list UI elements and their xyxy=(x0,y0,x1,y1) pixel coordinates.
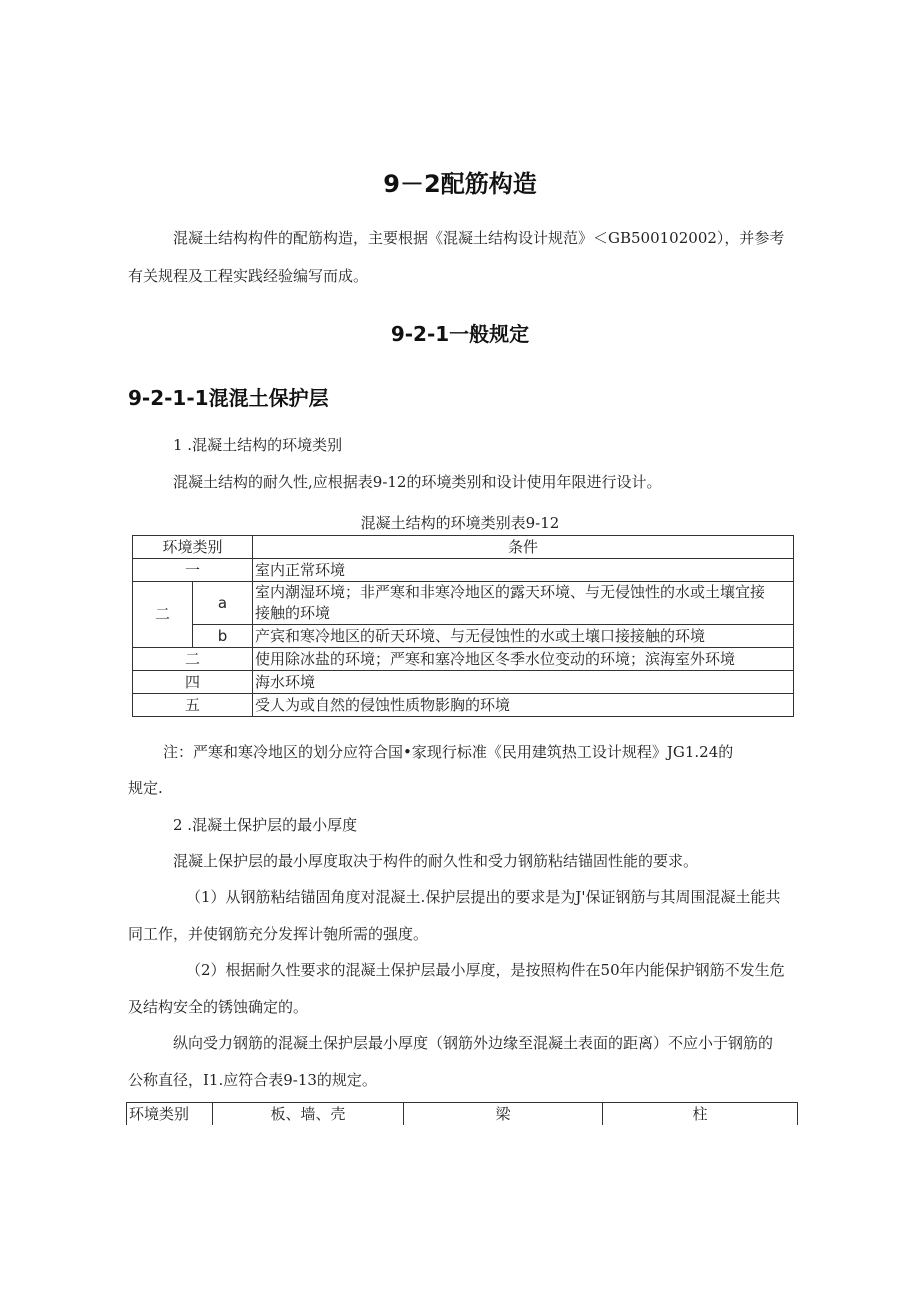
para3-line-2: 公称直径，I1.应符合表9-13的规定。 xyxy=(128,1071,377,1089)
table-cell: 使用除冰盐的环境；严寒和塞冷地区冬季水位变动的环境；滨海室外环境 xyxy=(253,648,794,671)
item1-text: 混凝土结构的耐久性,应根据表9-12的环境类别和设计使用年限进行设计。 xyxy=(173,473,662,491)
table-cell: 海水环境 xyxy=(253,671,794,694)
page-title: 9－2配筋构造 xyxy=(383,170,537,198)
table-cell: 产宾和寒冷地区的斫天环境、与无侵蚀性的水或土壤口接接触的环境 xyxy=(253,625,794,648)
intro-line-1: 混凝土结构构件的配筋构造，主要根据《混凝土结构设计规范》＜GB500102002），并参考 xyxy=(173,229,785,247)
para1-line-2: 同工作，并使钢筋充分发挥计匏所需的强度。 xyxy=(128,925,429,943)
table-cell: b xyxy=(193,625,253,648)
table-header-cell: 环境类别 xyxy=(127,1103,213,1126)
table-cell: 受人为或自然的侵蚀性质物影胸的环境 xyxy=(253,694,794,717)
para3-line-1: 纵向受力钢筋的混凝土保护层最小厚度（钢筋外边缘至混凝土表面的距离）不应小于钢筋的 xyxy=(173,1034,774,1052)
table-row xyxy=(133,648,794,671)
cell-line: 接触的环境 xyxy=(255,604,331,622)
subsection-title: 9-2-1-1混混土保护层 xyxy=(128,386,329,410)
table-header-cell: 梁 xyxy=(404,1103,603,1126)
table-header-cell: 环境类别 xyxy=(133,536,253,559)
table-cell: 二 xyxy=(133,648,253,671)
table-header-cell: 柱 xyxy=(603,1103,798,1126)
table-row xyxy=(133,582,794,625)
item1-heading: 1 .混凝土结构的环境类别 xyxy=(173,436,343,454)
table-cell: 室内正常环境 xyxy=(253,559,794,582)
table-row xyxy=(133,536,794,559)
table-cell: a xyxy=(193,582,253,625)
cell-line: 室内潮湿环境；非严寒和非寒冷地区的露天环境、与无侵蚀性的水或土壤宜接 xyxy=(255,583,766,601)
item2-text: 混凝上保护层的最小厚度取决于构件的耐久性和受力钢筋粘结锚固性能的要求。 xyxy=(173,852,699,870)
note-line-1: 注：严寒和寒冷地区的划分应符合国•家现行标准《民用建筑热工设计规程》JG1.24的 xyxy=(163,743,734,761)
table-cell: 四 xyxy=(133,671,253,694)
table-header-cell: 条件 xyxy=(253,536,794,559)
environment-category-table xyxy=(132,535,794,717)
table-row xyxy=(133,694,794,717)
table1-caption: 混凝土结构的环境类别表9-12 xyxy=(360,514,560,532)
table-cell: 二 xyxy=(133,582,193,648)
table-row xyxy=(133,559,794,582)
intro-line-2: 有关规程及工程实践经验编写而成。 xyxy=(128,267,369,285)
table-header-cell: 板、墙、壳 xyxy=(213,1103,404,1126)
cover-thickness-table xyxy=(126,1102,798,1125)
table-cell: 一 xyxy=(133,559,253,582)
note-line-2: 规定. xyxy=(128,779,163,797)
table-row xyxy=(133,671,794,694)
table-row xyxy=(127,1103,798,1126)
item2-heading: 2 .混凝土保护层的最小厚度 xyxy=(173,816,358,834)
table-cell xyxy=(253,582,794,625)
para2-line-2: 及结构安全的锈蚀确定的。 xyxy=(128,998,309,1016)
table-row xyxy=(133,625,794,648)
para2-line-1: （2）根据耐久性要求的混凝土保护层最小厚度，是按照构件在50年内能保护钢筋不发生危 xyxy=(186,961,785,979)
section-title: 9-2-1一般规定 xyxy=(390,322,530,346)
table-cell: 五 xyxy=(133,694,253,717)
para1-line-1: （1）从钢筋粘结锚固角度对混凝土.保护层提出的要求是为J'保证钢筋与其周围混凝土能共 xyxy=(186,888,781,906)
